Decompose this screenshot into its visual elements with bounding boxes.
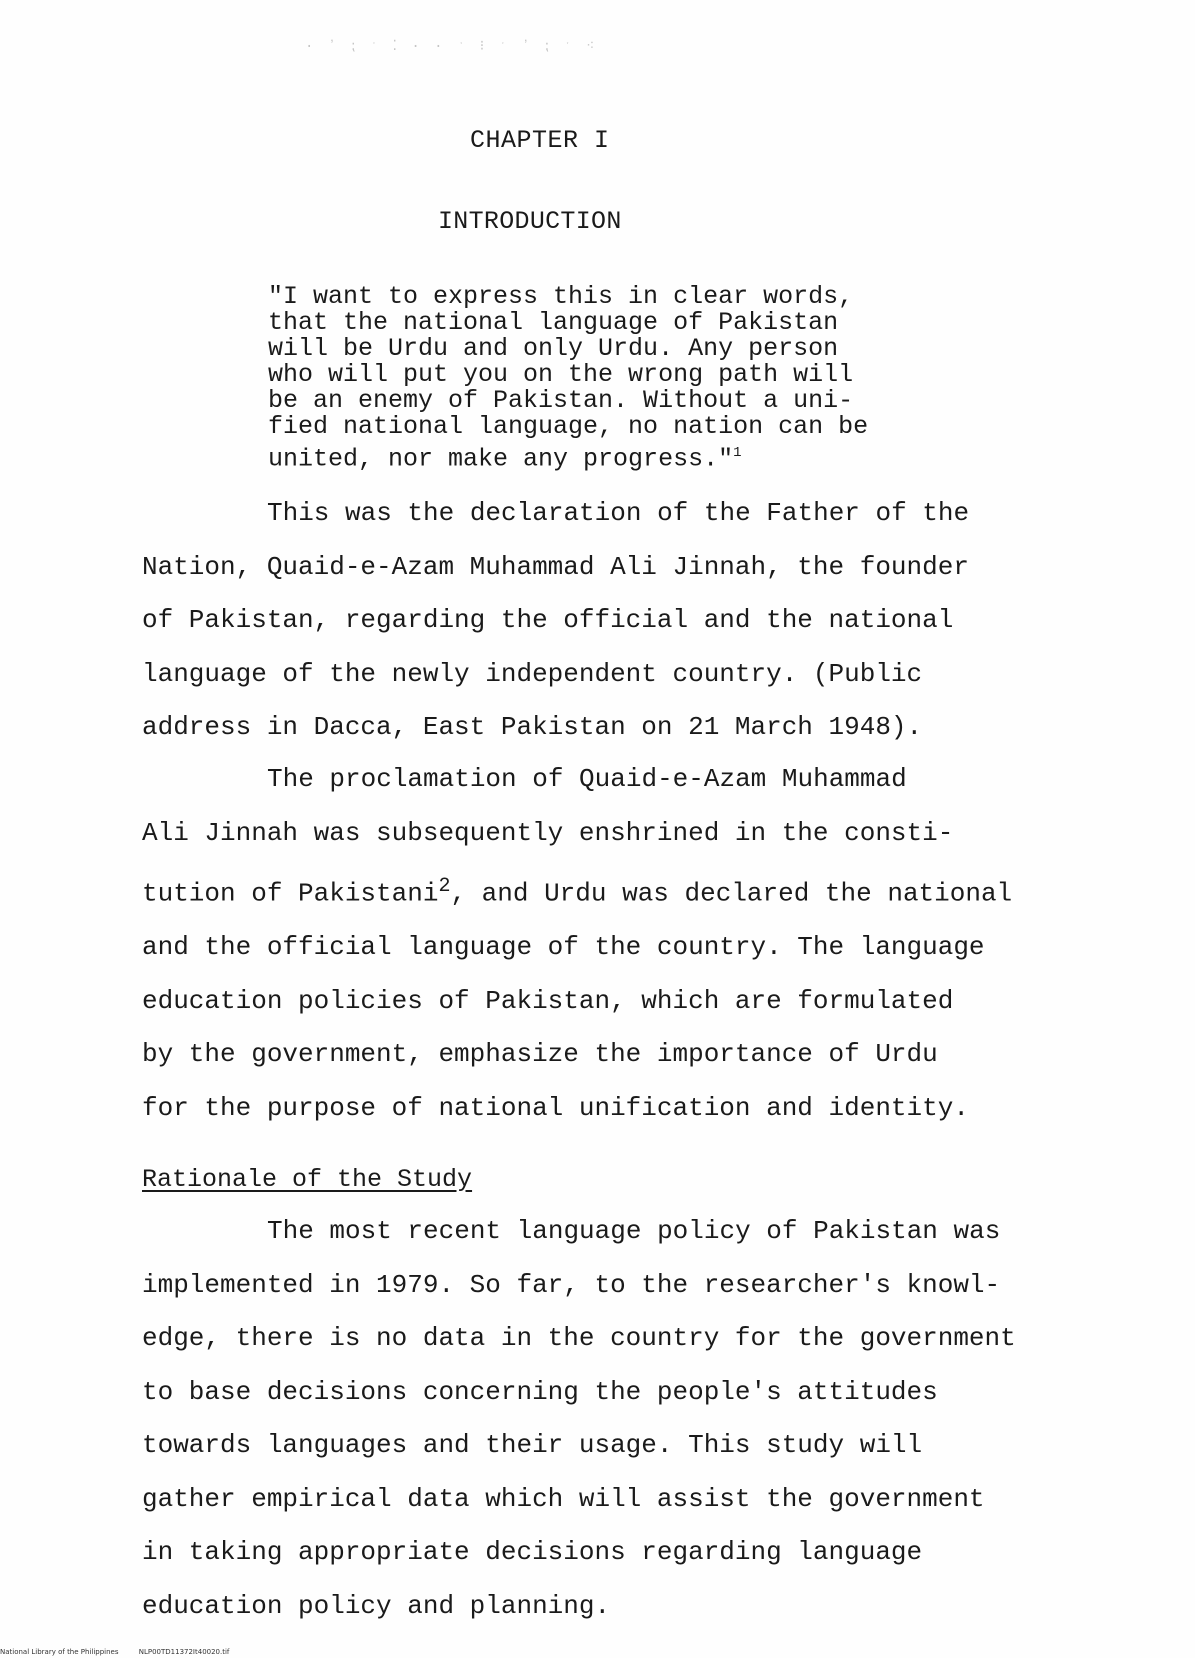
paragraph-proclamation (142, 753, 1042, 1135)
paragraph-rationale (142, 1205, 1042, 1633)
block-quote (268, 284, 928, 472)
quote-line: fied national language, no nation can be (268, 412, 869, 441)
text-line: language of the newly independent country. (Public (142, 658, 923, 689)
paragraph-declaration (142, 487, 1042, 755)
text-line: education policies of Pakistan, which are formulated (142, 985, 954, 1016)
text-line: towards languages and their usage. This study will (142, 1430, 923, 1460)
section-heading: Rationale of the Study (142, 1165, 473, 1194)
text-line: Nation, Quaid-e-Azam Muhammad Ali Jinnah, the founder (142, 551, 969, 582)
text-line: for the purpose of national unification and identity. (142, 1092, 969, 1123)
scan-footer (0, 1648, 247, 1656)
text-line: edge, there is no data in the country for the government (142, 1323, 1016, 1353)
text-line: by the government, emphasize the importance of Urdu (142, 1039, 938, 1070)
quote-line: will be Urdu and only Urdu. Any person (268, 334, 839, 363)
text-line: tution of Pakistani (142, 878, 439, 909)
library-credit: National Library of the Philippines (0, 1648, 119, 1656)
header-smudge: · ʼ ⁏ ˑ ⁚ · · ˑ ⁝ ˑ ʼ ⁏ ˑ ⁖ (305, 39, 598, 55)
text-line: The most recent language policy of Pakistan was (267, 1216, 1001, 1246)
scan-filename: NLP00TD11372It40020.tif (138, 1648, 230, 1656)
text-line: address in Dacca, East Pakistan on 21 March 1948). (142, 712, 923, 742)
text-line: , and Urdu was declared the national (450, 878, 1013, 909)
quote-line: who will put you on the wrong path will (268, 360, 854, 389)
text-line: gather empirical data which will assist the government (142, 1483, 985, 1514)
chapter-heading: INTRODUCTION (438, 207, 622, 236)
quote-line: united, nor make any progress." (268, 444, 734, 474)
text-line: of Pakistan, regarding the official and the national (142, 605, 954, 635)
footnote-marker: 1 (733, 445, 742, 461)
footnote-marker: 2 (438, 875, 451, 898)
text-line: This was the declaration of the Father of the (267, 498, 970, 528)
text-line: education policy and planning. (142, 1590, 611, 1621)
quote-line: be an enemy of Pakistan. Without a uni- (268, 386, 854, 415)
text-line: Ali Jinnah was subsequently enshrined in the consti- (142, 817, 954, 848)
chapter-label: CHAPTER I (470, 126, 610, 155)
text-line: implemented in 1979. So far, to the researcher's knowl- (142, 1269, 1001, 1300)
quote-line: that the national language of Pakistan (268, 308, 839, 337)
text-line: and the official language of the country. The language (142, 932, 985, 963)
quote-line: "I want to express this in clear words, (268, 282, 854, 311)
text-line: in taking appropriate decisions regarding language (142, 1537, 923, 1567)
text-line: The proclamation of Quaid-e-Azam Muhammad (267, 764, 907, 794)
text-line: to base decisions concerning the people's attitudes (142, 1376, 938, 1407)
